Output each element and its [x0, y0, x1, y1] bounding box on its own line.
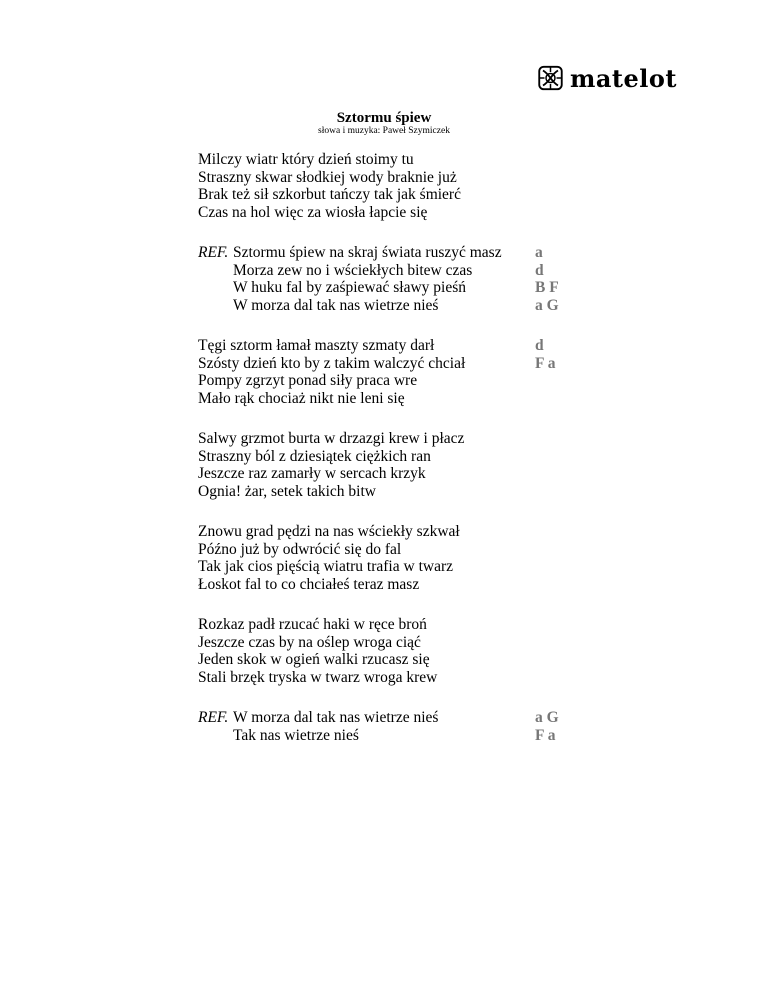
lyric-line: Jeden skok w ogień walki rzucasz się — [198, 651, 430, 668]
lyric-line: Pompy zgrzyt ponad siły praca wre — [198, 372, 418, 389]
lyric-line: Straszny skwar słodkiej wody braknie już — [198, 168, 457, 186]
lyric-line: Ognia! żar, setek takich bitw — [198, 482, 376, 500]
chorus-line: Tak nas wietrze nieś — [233, 726, 359, 744]
chorus-line: W morza dal tak nas wietrze nieś — [233, 296, 439, 314]
lyric-line: Salwy grzmot burta w drzazgi krew i płacz — [198, 430, 465, 447]
lyric-line: Czas na hol więc za wiosła łapcie się — [198, 203, 428, 221]
chord: d — [535, 261, 544, 279]
chorus-line: REF. Sztormu śpiew na skraj świata ruszyć masz — [198, 244, 502, 261]
ref-label: REF. — [198, 709, 229, 726]
lyric-line: Tak jak cios pięścią wiatru trafia w twarz — [198, 558, 453, 575]
logo-text: matelot — [569, 63, 677, 93]
song-title: Sztormu śpiew — [336, 110, 432, 126]
ref-label: REF. — [198, 244, 229, 261]
chorus-line: W huku fal by zaśpiewać sławy pieśń — [233, 279, 467, 296]
chord: a G — [535, 296, 559, 314]
chord: B F — [535, 279, 559, 296]
chorus-line: REF. W morza dal tak nas wietrze nieś — [198, 709, 439, 726]
chord: F a — [535, 726, 556, 744]
lyric-line: Stali brzęk tryska w twarz wroga krew — [198, 668, 438, 686]
celtic-knot-icon — [537, 60, 564, 96]
lyric-line: Łoskot fal to co chciałeś teraz masz — [198, 575, 420, 593]
lyric-line: Tęgi sztorm łamał maszty szmaty darł — [198, 337, 435, 354]
lyric-line: Jeszcze raz zamarły w sercach krzyk — [198, 465, 426, 482]
lyric-line: Milczy wiatr który dzień stoimy tu — [198, 151, 414, 168]
lyrics — [198, 151, 502, 744]
lyric-line: Jeszcze czas by na oślep wroga ciąć — [198, 633, 421, 651]
chords-column — [535, 151, 559, 744]
matelot-logo — [537, 60, 677, 96]
chorus-line: Morza zew no i wściekłych bitew czas — [233, 261, 473, 279]
chord: F a — [535, 354, 556, 372]
lyric-line: Rozkaz padł rzucać haki w ręce broń — [198, 616, 427, 633]
lyric-line: Szósty dzień kto by z takim walczyć chciał — [198, 354, 466, 372]
lyric-line: Mało rąk chociaż nikt nie leni się — [198, 389, 405, 407]
chord: a G — [535, 709, 559, 726]
lyric-line: Późno już by odwrócić się do fal — [198, 540, 402, 558]
song-credit: słowa i muzyka: Paweł Szymiczek — [318, 126, 450, 136]
chord: d — [535, 337, 544, 354]
lyric-line: Brak też sił szkorbut tańczy tak jak śmierć — [198, 186, 461, 203]
chord: a — [535, 244, 543, 261]
lyric-line: Straszny ból z dziesiątek ciężkich ran — [198, 447, 431, 465]
lyric-line: Znowu grad pędzi na nas wściekły szkwał — [198, 523, 460, 540]
